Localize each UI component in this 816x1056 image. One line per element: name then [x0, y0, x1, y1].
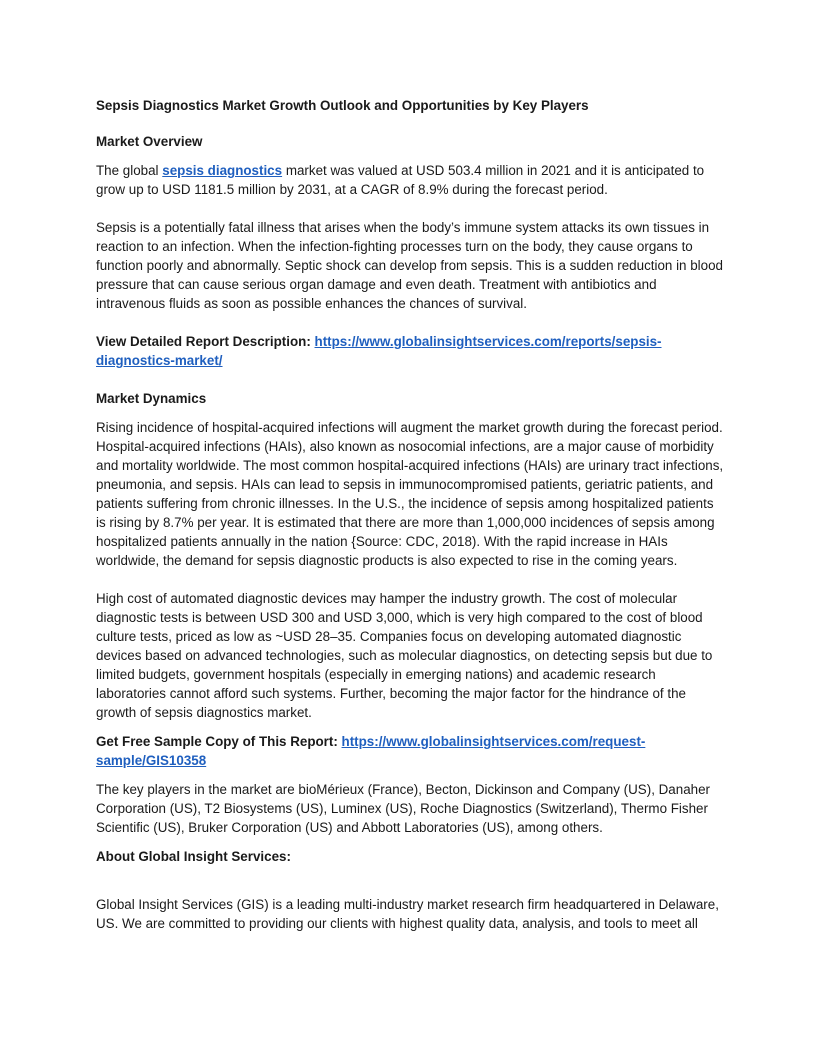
market-overview-paragraph — [96, 161, 726, 199]
about-paragraph: Global Insight Services (GIS) is a leading multi-industry market research firm headquartered in Delaware, US. We are committed to providing our clients with highest quality data, analysis, and tools to meet all — [96, 897, 719, 931]
market-dynamics-paragraph-1: Rising incidence of hospital-acquired infections will augment the market growth during the forecast period. Hospital-acquired infections (HAIs), also known as nosocomial infections, are a major cause of morbidity and mortality worldwide. The most common hospital-acquired infections (HAIs) are urinary tract infections, pneumonia, and sepsis. HAIs can lead to sepsis in immunocompromised patients, geriatric patients, and patients suffering from chronic illnesses. In the U.S., the incidence of sepsis among hospitalized patients is rising by 8.7% per year. It is estimated that there are more than 1,000,000 incidences of sepsis among hospitalized patients annually in the nation {Source: CDC, 2018). With the rapid increase in HAIs worldwide, the demand for sepsis diagnostic products is also expected to rise in the coming years. — [96, 420, 724, 568]
report-description-link[interactable]: https://www.globalinsightservices.com/reports/sepsis-diagnostics-market/ — [96, 334, 662, 368]
sepsis-diagnostics-link[interactable]: sepsis diagnostics — [162, 163, 283, 178]
report-description-label: View Detailed Report Description: — [96, 334, 315, 349]
sample-copy-label: Get Free Sample Copy of This Report: — [96, 734, 342, 749]
market-overview-heading: Market Overview — [96, 134, 203, 149]
sepsis-description-paragraph: Sepsis is a potentially fatal illness that arises when the body’s immune system attacks its own tissues in reaction to an infection. When the infection-fighting processes turn on the body, they cause organs to function poorly and abnormally. Septic shock can develop from sepsis. This is a sudden reduction in blood pressure that can cause serious organ damage and even death. Treatment with antibiotics and intravenous fluids as soon as possible enhances the chances of survival. — [96, 220, 723, 311]
document-content — [96, 96, 726, 952]
about-heading: About Global Insight Services: — [96, 849, 291, 864]
market-dynamics-heading: Market Dynamics — [96, 391, 207, 406]
market-dynamics-paragraph-2: High cost of automated diagnostic devices may hamper the industry growth. The cost of molecular diagnostic tests is between USD 300 and USD 3,000, which is very high compared to the cost of blood culture tests, priced as low as ~USD 28–35. Companies focus on developing automated diagnostic devices based on advanced technologies, such as molecular diagnostics, on detecting sepsis but due to limited budgets, government hospitals (especially in emerging nations) and academic research laboratories cannot afford such systems. Further, becoming the major factor for the hindrance of the growth of sepsis diagnostics market. — [96, 591, 713, 720]
market-overview-text-start: The global — [96, 163, 163, 178]
market-overview-text-end: market was valued at USD 503.4 million in 2021 and it is anticipated to grow up to USD 1181.5 million by 2031, at a CAGR of 8.9% during the forecast period. — [96, 163, 705, 197]
sample-copy-line — [96, 732, 726, 770]
sample-copy-link[interactable]: https://www.globalinsightservices.com/request-sample/GIS10358 — [96, 734, 646, 768]
report-description-line — [96, 332, 726, 370]
document-title: Sepsis Diagnostics Market Growth Outlook and Opportunities by Key Players — [96, 98, 589, 113]
key-players-paragraph: The key players in the market are bioMérieux (France), Becton, Dickinson and Company (US), Danaher Corporation (US), T2 Biosystems (US), Luminex (US), Roche Diagnostics (Switzerland), Thermo Fisher Scientific (US), Bruker Corporation (US) and Abbott Laboratories (US), among others. — [96, 782, 711, 835]
